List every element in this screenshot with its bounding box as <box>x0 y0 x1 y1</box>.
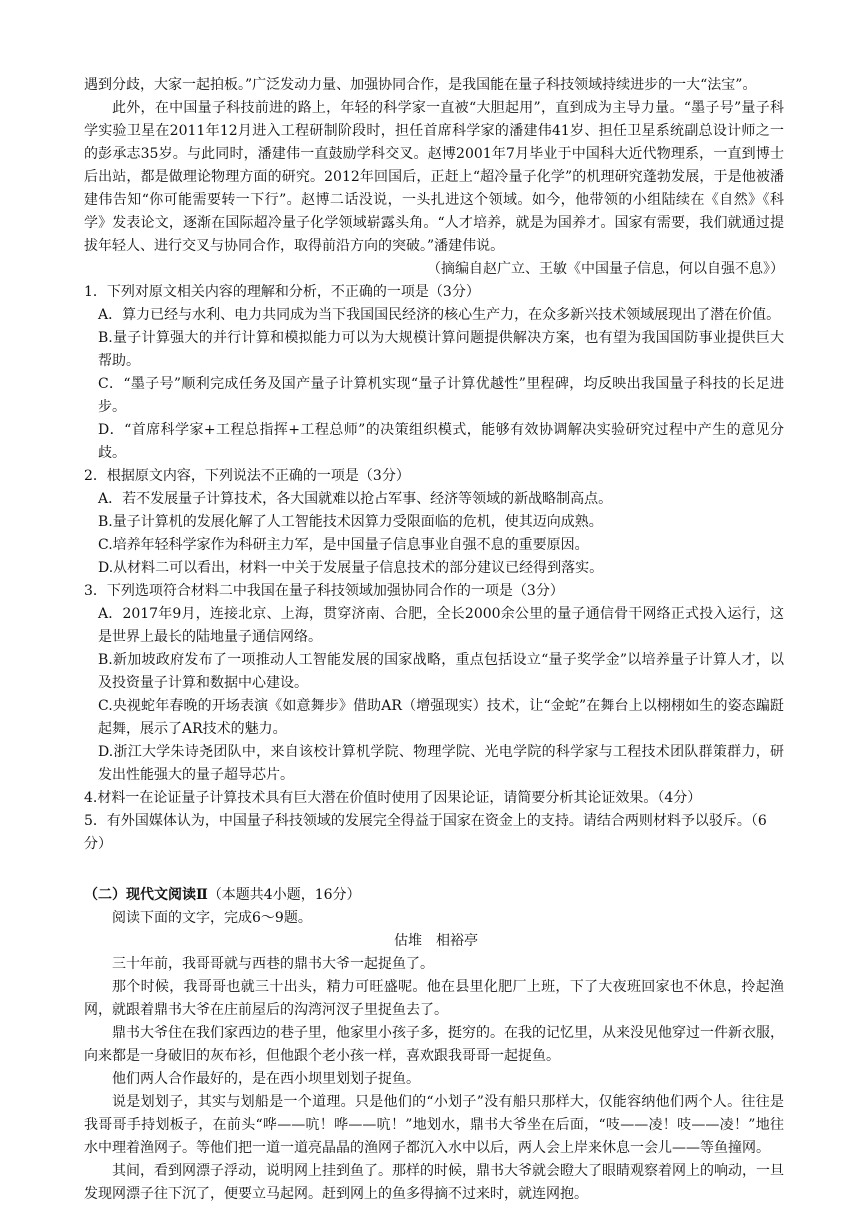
question-stem: 2．根据原文内容，下列说法不正确的一项是（3分） <box>84 468 410 484</box>
option-c: C.培养年轻科学家作为科研主力军，是中国量子信息事业自强不息的重要原因。 <box>98 537 589 553</box>
story-paragraph: 三十年前，我哥哥就与西巷的鼎书大爷一起捉鱼了。 <box>112 956 434 972</box>
option-b: B.量子计算机的发展化解了人工智能技术因算力受限面临的危机，使其迈向成熟。 <box>98 514 603 530</box>
question-3 <box>84 580 784 787</box>
question-1 <box>84 281 784 465</box>
option-d: D.浙江大学朱诗尧团队中，来自该校计算机学院、物理学院、光电学院的科学家与工程技术团队群策群力，研发出性能强大的量子超导芯片。 <box>98 744 784 783</box>
story-paragraph: 其间，看到网漂子浮动，说明网上挂到鱼了。那样的时候，鼎书大爷就会瞪大了眼睛观察着网上的响动，一旦发现网漂子往下沉了，便要立马起网。赶到网上的鱼多得摘不过来时，就连网抱。 <box>84 1163 784 1202</box>
section-heading-detail: （本题共4小题，16分） <box>207 887 361 903</box>
option-a: A．算力已经与水利、电力共同成为当下我国国民经济的核心生产力，在众多新兴技术领域展现出了潜在价值。 <box>98 307 781 323</box>
question-stem: 1．下列对原文相关内容的理解和分析，不正确的一项是（3分） <box>84 284 480 300</box>
option-b: B.量子计算强大的并行计算和模拟能力可以为大规模计算问题提供解决方案，也有望为我国国防事业提供巨大帮助。 <box>98 330 784 369</box>
option-c: C．“墨子号”顺利完成任务及国产量子计算机实现“量子计算优越性”里程碑，均反映出我国量子科技的长足进步。 <box>98 376 784 415</box>
option-c: C.央视蛇年春晚的开场表演《如意舞步》借助AR（增强现实）技术，让“金蛇”在舞台上以栩栩如生的姿态蹁跹起舞，展示了AR技术的魅力。 <box>98 698 784 737</box>
story-paragraph: 鼎书大爷住在我们家西边的巷子里，他家里小孩子多，挺穷的。在我的记忆里，从来没见他穿过一件新衣服，向来都是一身破旧的灰布衫，但他跟个老小孩一样，喜欢跟我哥哥一起捉鱼。 <box>84 1025 784 1064</box>
question-stem: 3．下列选项符合材料二中我国在量子科技领域加强协同合作的一项是（3分） <box>84 583 564 599</box>
option-b: B.新加坡政府发布了一项推动人工智能发展的国家战略，重点包括设立“量子奖学金”以培养量子计算人才，以及投资量子计算和数据中心建设。 <box>98 652 784 691</box>
reading-instruction: 阅读下面的文字，完成6～9题。 <box>112 910 312 926</box>
story-title: 估堆 <box>394 933 422 949</box>
story-author: 相裕亭 <box>436 933 478 949</box>
story-paragraph: 那个时候，我哥哥也就三十出头，精力可旺盛呢。他在县里化肥厂上班，下了大夜班回家也不休息，拎起渔网，就跟着鼎书大爷在庄前屋后的沟湾河汊子里捉鱼去了。 <box>84 979 784 1018</box>
story-paragraph: 说是划划子，其实与划船是一个道理。只是他们的“小划子”没有船只那样大，仅能容纳他们两个人。往往是我哥哥手持划板子，在前头“哗——吭！哗——吭！”地划水，鼎书大爷坐在后面，“吱——凌！吱——凌！”地往水中理着渔网子。等他们把一道一道亮晶晶的渔网子都沉入水中以后，两人会上岸来休息一会儿——等鱼撞网。 <box>84 1094 784 1156</box>
story-title-line <box>84 930 784 953</box>
passage-paragraph: 遇到分歧，大家一起拍板。”广泛发动力量、加强协同合作，是我国能在量子科技领域持续进步的一大“法宝”。 <box>84 77 757 93</box>
section-heading <box>84 884 784 907</box>
option-a: A．若不发展量子计算技术，各大国就难以抢占军事、经济等领域的新战略制高点。 <box>98 491 613 507</box>
question-4: 4.材料一在论证量子计算技术具有巨大潜在价值时使用了因果论证，请简要分析其论证效果。（4分） <box>84 790 702 806</box>
section-heading-bold: （二）现代文阅读Ⅱ <box>84 887 208 903</box>
question-5: 5．有外国媒体认为，中国量子科技领域的发展完全得益于国家在资金上的支持。请结合两则材料予以驳斥。（6分） <box>84 813 767 852</box>
passage-paragraph: 此外，在中国量子科技前进的路上，年轻的科学家一直被“大胆起用”，直到成为主导力量。“墨子号”量子科学实验卫星在2011年12月进入工程研制阶段时，担任首席科学家的潘建伟41岁、担任卫星系统副总设计师之一的彭承志35岁。与此同时，潘建伟一直鼓励学科交叉。赵博2001年7月毕业于中国科大近代物理系，一直到博士后出站，都是做理论物理方面的研究。2012年回国后，正赶上“超冷量子化学”的机理研究蓬勃发展，于是他被潘建伟告知“你可能需要转一下行”。赵博二话没说，一头扎进这个领域。如今，他带领的小组陆续在《自然》《科学》发表论文，逐渐在国际超冷量子化学领域崭露头角。“人才培养，就是为国养才。国家有需要，我们就通过提拔年轻人、进行交叉与协同合作，取得前沿方向的突破。”潘建伟说。 <box>84 100 784 254</box>
source-citation: （摘编自赵广立、王敏《中国量子信息，何以自强不息》） <box>427 261 784 277</box>
question-2 <box>84 465 784 580</box>
option-d: D.从材料二可以看出，材料一中关于发展量子信息技术的部分建议已经得到落实。 <box>98 560 604 576</box>
option-a: A．2017年9月，连接北京、上海，贯穿济南、合肥，全长2000余公里的量子通信骨干网络正式投入运行，这是世界上最长的陆地量子通信网络。 <box>98 606 784 645</box>
story-paragraph: 他们两人合作最好的，是在西小坝里划划子捉鱼。 <box>112 1071 420 1087</box>
option-d: D．“首席科学家+工程总指挥+工程总师”的决策组织模式，能够有效协调解决实验研究过程中产生的意见分歧。 <box>98 422 784 461</box>
